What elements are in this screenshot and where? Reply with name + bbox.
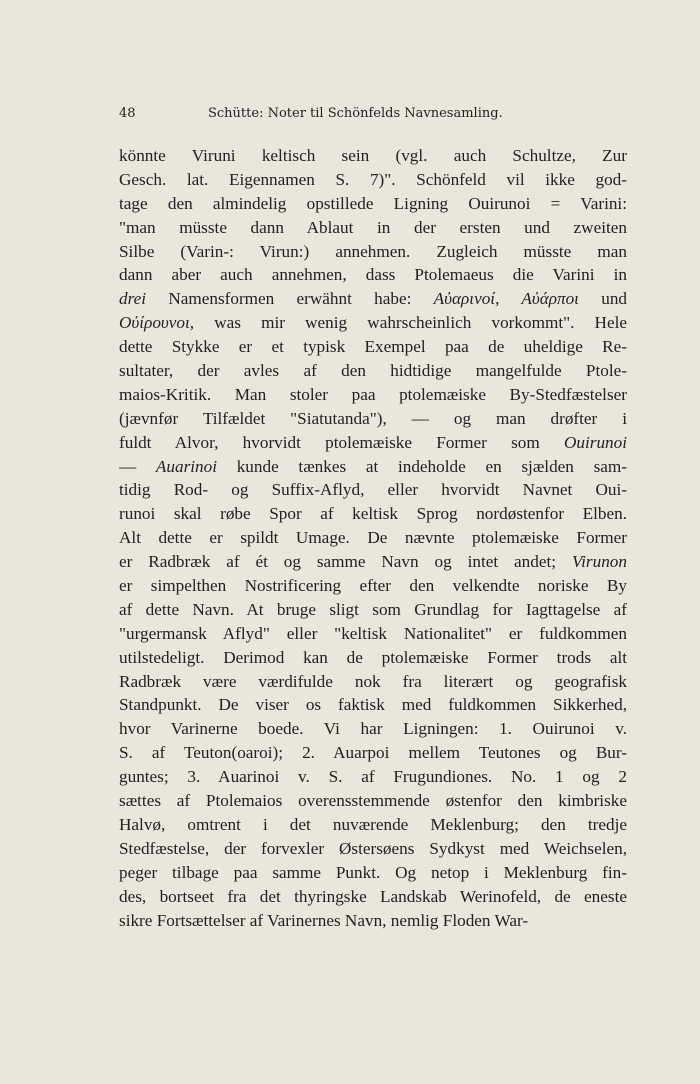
text-line xyxy=(119,431,627,455)
text-run: dette Stykke er et typisk Exempel paa de uheldige Re- xyxy=(119,337,627,357)
text-run: sultater, der avles af den hidtidige mangelfulde Ptole- xyxy=(119,361,627,381)
text-line xyxy=(119,240,627,264)
text-run: Alt dette er spildt Umage. De nævnte ptolemæiske Former xyxy=(119,528,627,548)
text-line xyxy=(119,311,627,335)
text-line xyxy=(119,263,627,287)
text-run: runoi skal røbe Spor af keltisk Sprog nordøstenfor Elben. xyxy=(119,504,627,524)
text-line xyxy=(119,789,627,813)
text-run: sættes af Ptolemaios overensstemmende østenfor den kimbriske xyxy=(119,791,627,811)
body-text xyxy=(119,144,627,932)
text-run: könnte Viruni keltisch sein (vgl. auch Schultze, Zur xyxy=(119,146,627,165)
text-run: Namensformen erwähnt habe: xyxy=(146,289,434,309)
text-line xyxy=(119,861,627,885)
text-run: peger tilbage paa samme Punkt. Og netop i Meklenburg fin- xyxy=(119,862,627,882)
text-run: was mir wenig wahrscheinlich vorkommt". Hele xyxy=(194,313,627,333)
text-line xyxy=(119,168,627,192)
text-run: er simpelthen Nostrificering efter den velkendte noriske By xyxy=(119,576,627,596)
text-line xyxy=(119,455,627,479)
text-run: maios-Kritik. Man stoler paa ptolemæiske By-Stedfæstelser xyxy=(119,384,627,404)
text-run: (jævnfør Tilfældet "Siatutanda"), — og man drøfter i xyxy=(119,408,627,428)
text-line xyxy=(119,646,627,670)
text-run: er Radbræk af ét og samme Navn og intet andet; xyxy=(119,552,572,572)
text-run: tidig Rod- og Suffix-Aflyd, eller hvorvidt Navnet Oui- xyxy=(119,480,627,500)
text-run: utilstedeligt. Derimod kan de ptolemæiske Former trods alt xyxy=(119,647,627,667)
text-run: — xyxy=(119,456,156,476)
text-line xyxy=(119,813,627,837)
text-line xyxy=(119,359,627,383)
text-run: tage den almindelig opstillede Ligning Ouirunoi = Varini: xyxy=(119,193,627,213)
text-run: fuldt Alvor, hvorvidt ptolemæiske Former som xyxy=(119,432,564,452)
text-run: dann aber auch annehmen, dass Ptolemaeus die Varini in xyxy=(119,265,627,285)
text-run: des, bortseet fra det thyringske Landskab Werinofeld, de eneste xyxy=(119,886,627,906)
text-line xyxy=(119,407,627,431)
text-run: Radbræk være værdifulde nok fra literært og geografisk xyxy=(119,671,627,691)
text-line xyxy=(119,574,627,598)
text-line xyxy=(119,478,627,502)
text-run: Standpunkt. De viser os faktisk med fuldkommen Sikkerhed, xyxy=(119,695,627,715)
text-line xyxy=(119,598,627,622)
running-title: Schütte: Noter til Schönfelds Navnesamling. xyxy=(208,106,503,121)
text-line xyxy=(119,383,627,407)
text-run: S. af Teuton(oaroi); 2. Auarpoi mellem Teutones og Bur- xyxy=(119,743,627,763)
text-run: guntes; 3. Auarinoi v. S. af Frugundiones. No. 1 og 2 xyxy=(119,767,627,787)
text-line xyxy=(119,837,627,861)
text-line xyxy=(119,717,627,741)
text-line xyxy=(119,765,627,789)
text-line xyxy=(119,335,627,359)
italic-text: Αὐαρινοί, Αὐάρποι xyxy=(433,289,579,309)
text-run: Gesch. lat. Eigennamen S. 7)". Schönfeld vil ikke god- xyxy=(119,169,627,189)
text-run: Halvø, omtrent i det nuværende Meklenburg; den tredje xyxy=(119,814,627,834)
text-line xyxy=(119,622,627,646)
text-run: Stedfæstelse, der forvexler Østersøens Sydkyst med Weichselen, xyxy=(119,838,627,858)
italic-text: Ouirunoi xyxy=(563,432,627,452)
text-line xyxy=(119,287,627,311)
text-run: kunde tænkes at indeholde en sjælden sam- xyxy=(217,456,627,476)
text-run: hvor Varinerne boede. Vi har Ligningen: 1. Ouirunoi v. xyxy=(119,719,627,739)
text-line xyxy=(119,502,627,526)
text-line xyxy=(119,192,627,216)
page-number: 48 xyxy=(119,106,136,121)
text-line xyxy=(119,885,627,909)
text-run: sikre Fortsættelser af Varinernes Navn, nemlig Floden War- xyxy=(119,910,529,930)
text-line xyxy=(119,741,627,765)
text-line xyxy=(119,144,627,168)
italic-text: Auarinoi xyxy=(155,456,218,476)
text-line xyxy=(119,550,627,574)
text-line xyxy=(119,693,627,717)
text-line xyxy=(119,526,627,550)
italic-text: Οὐίρουνοι, xyxy=(119,313,195,333)
text-line xyxy=(119,909,627,933)
text-line xyxy=(119,670,627,694)
text-run: "man müsste dann Ablaut in der ersten und zweiten xyxy=(119,217,627,237)
text-run: und xyxy=(578,289,628,309)
text-line xyxy=(119,216,627,240)
italic-text: drei xyxy=(119,289,147,309)
text-run: af dette Navn. At bruge sligt som Grundlag for Iagttagelse af xyxy=(119,599,627,619)
italic-text: Virunon xyxy=(571,552,627,572)
text-run: "urgermansk Aflyd" eller "keltisk Nationalitet" er fuldkommen xyxy=(119,623,627,643)
text-run: Silbe (Varin-: Virun:) annehmen. Zugleich müsste man xyxy=(119,241,627,261)
